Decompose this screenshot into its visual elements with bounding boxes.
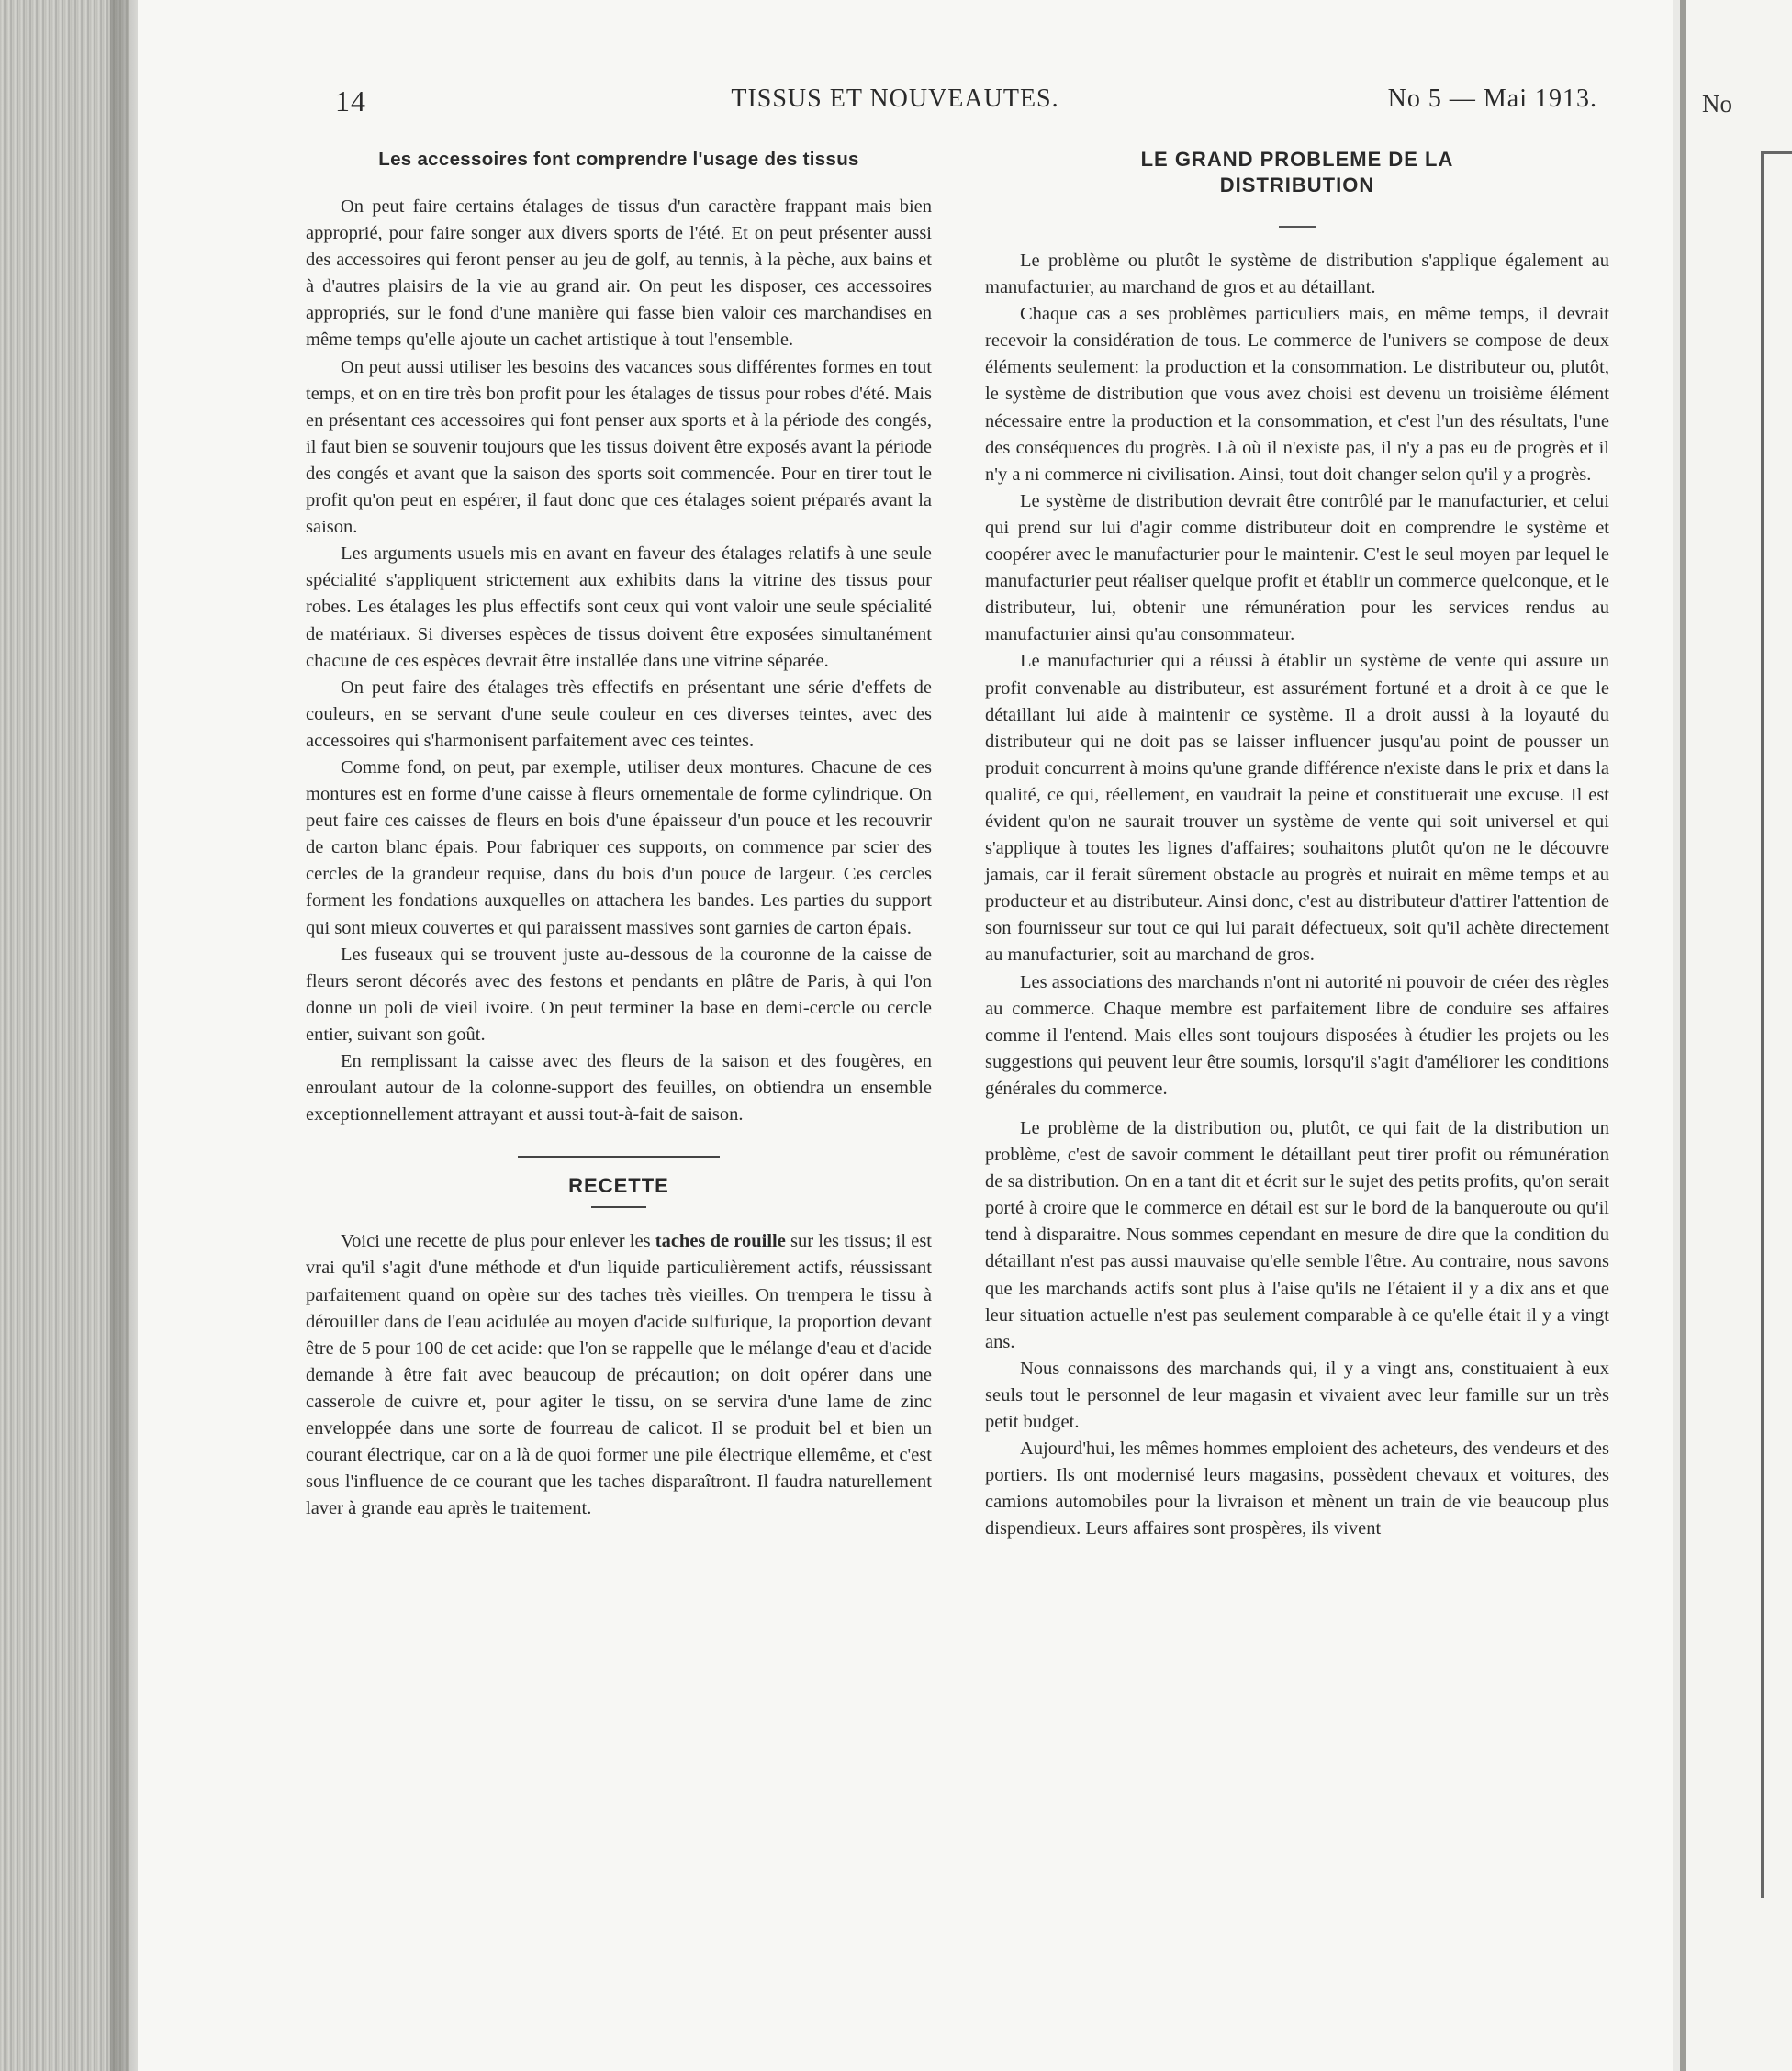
recette-text-rest: sur les tissus; il est vrai qu'il s'agit d'une méthode et d'un liquide particulièrement actifs, réussissant parfaitement quand on opère sur des taches très vieilles. On trempera le tissu à dérouiller dans de l'eau acidulée au moyen d'acide sulfurique, la proportion devant être de 5 pour 100 de cet acide: que l'on se rappelle que le mélange d'eau et d'acide demande à être fait avec beaucoup de précaution; on doit opérer dans une casserole de cuivre et, pour agiter le tissu, on se servira d'une lame de zinc enveloppée dans une sorte de fourreau de calicot. Il se produit bel et bien un courant électrique, car on a là de quoi former une pile électrique ellemême, et c'est sous l'influence de ce courant que les taches disparaîtront. Il faudra naturellement laver à grande eau après le traitement. bbox=[306, 1231, 933, 1519]
paragraph-gap bbox=[985, 1103, 1609, 1115]
article-title-distribution bbox=[985, 147, 1609, 198]
recette-text-start: Voici une recette de plus pour enlever les bbox=[341, 1231, 655, 1252]
paragraph: Le problème de la distribution ou, plutôt, ce qui fait de la distribution un problème, c'est de savoir comment le détaillant peut tirer profit ou rémunération de sa distribution. On en a tant dit et écrit sur le sujet des petits profits, qu'on serait porté à croire que le commerce en détail est sur le bord de la banqueroute ou qu'il tend à disparaitre. Nous sommes cependant en mesure de dire que la condition du détaillant n'est pas aussi mauvaise qu'elle semble l'être. Au contraire, nous savons que les marchands actifs sont plus à l'aise qu'ils ne l'étaient il y a dix ans et que leur situation actuelle n'est pas seulement comparable à ce qu'elle était il y a vingt ans. bbox=[985, 1118, 1609, 1352]
title-underline bbox=[1279, 226, 1316, 228]
paragraph: On peut aussi utiliser les besoins des vacances sous différentes formes en tout temps, et on en tire très bon profit pour les étalages de tissus pour robes d'été. Mais en présentant ces accessoires qui font penser aux sports et à la période des congés, il faut bien se souvenir toujours que les tissus doivent être exposés avant la période des congés et avant que la saison des sports soit commencée. Pour en tirer tout le profit qu'on peut en espérer, il faut donc que ces étalages soient préparés avant la saison. bbox=[306, 356, 932, 538]
page-header bbox=[193, 84, 1597, 130]
adjacent-page-header: No bbox=[1702, 90, 1732, 118]
paragraph: Comme fond, on peut, par exemple, utiliser deux montures. Chacune de ces montures est en forme d'une caisse à fleurs ornementale de forme cylindrique. On peut faire ces caisses de fleurs en bois d'une épaisseur d'un pouce et les recouvrir de carton blanc épais. Pour fabriquer ces supports, on commence par scier des cercles de la grandeur requise, dans du bois d'un pouce de largeur. Ces cercles forment les fondations auxquelles on attachera les bandes. Les parties du support qui sont mieux couvertes et qui paraissent massives sont garnies de carton épais. bbox=[306, 756, 932, 938]
article-title-line: DISTRIBUTION bbox=[1219, 174, 1375, 196]
recette-bold-term: taches de rouille bbox=[655, 1231, 786, 1252]
adjacent-page-frame bbox=[1761, 151, 1792, 1898]
recette-paragraph bbox=[306, 1228, 932, 1522]
journal-title: TISSUS ET NOUVEAUTES. bbox=[731, 84, 1059, 113]
issue-label: No 5 — Mai 1913. bbox=[1387, 84, 1597, 113]
paragraph: On peut faire certains étalages de tissus d'un caractère frappant mais bien approprié, pour faire songer aux divers sports de l'été. Et on peut présenter aussi des accessoires qui feront penser au jeu de golf, au tennis, à la pèche, aux bains et à d'autres plaisirs de la vie au grand air. On peut les disposer, ces accessoires appropriés, sur le fond d'une manière qui fasse bien valoir ces marchandises en même temps qu'elle ajoute un cachet artistique à tout l'ensemble. bbox=[306, 196, 932, 351]
recette-title: RECETTE bbox=[568, 1174, 669, 1198]
article-title-accessoires: Les accessoires font comprendre l'usage des tissus bbox=[378, 149, 859, 170]
page-number: 14 bbox=[335, 84, 366, 118]
section-divider bbox=[518, 1156, 720, 1158]
left-column bbox=[306, 147, 932, 1522]
paragraph: Les fuseaux qui se trouvent juste au-dessous de la couronne de la caisse de fleurs seront décorés avec des festons et pendants en plâtre de Paris, à qui l'on donne un poli de vieil ivoire. On peut terminer la base en demi-cercle ou cercle entier, suivant son goût. bbox=[306, 944, 932, 1045]
right-column bbox=[985, 147, 1609, 1543]
paragraph: Les arguments usuels mis en avant en faveur des étalages relatifs à une seule spécialité s'appliquent strictement aux exhibits dans la vitrine des tissus pour robes. Les étalages les plus effectifs sont ceux qui vont valoir une seule spécialité de matériaux. Si diverses espèces de tissus doivent être exposées simultanément chacune de ces espèces devrait être installée dans une vitrine séparée. bbox=[306, 543, 932, 671]
article-title-line: LE GRAND PROBLEME DE LA bbox=[1140, 148, 1454, 171]
paragraph: Chaque cas a ses problèmes particuliers mais, en même temps, il devrait recevoir la considération de tous. Le commerce de l'univers se compose de deux éléments seulement: la production et la consommation. Le distributeur ou, plutôt, le système de distribution que vous avez choisi est devenu un troisième élément nécessaire entre la production et la consommation, et c'est l'un des résultats, l'une des conséquences du progrès. Là où il n'existe pas, il n'y a pas eu de progrès et il n'y a ni commerce ni civilisation. Ainsi, tout doit changer selon qu'il y a progrès. bbox=[985, 304, 1609, 485]
paragraph: Le manufacturier qui a réussi à établir un système de vente qui assure un profit convenable au distributeur, est assurément fortuné et a droit à ce que le détaillant lui aide à maintenir ce système. Il a droit aussi à la loyauté du distributeur qui ne doit pas se laisser influencer jusqu'au point de pousser un produit concurrent à moins qu'une grande différence n'existe dans le prix et dans la qualité, ce qui, réellement, en vaudrait la peine et constituerait une excuse. Il est évident qu'on ne saurait trouver un système de vente qui soit universel et qui s'applique à toutes les lignes d'affaires; souhaitons plutôt qu'on ne le découvre jamais, car il ferait sûrement obstacle au progrès et nuirait en même temps et au producteur et au distributeur. Ainsi donc, c'est au distributeur d'attirer l'attention de son fournisseur sur tout ce qui lui parait défectueux, soit qu'il achète directement au manufacturier, soit au marchand de gros. bbox=[985, 651, 1609, 966]
adjacent-page-edge bbox=[1680, 0, 1792, 2071]
paragraph: Aujourd'hui, les mêmes hommes emploient des acheteurs, des vendeurs et des portiers. Ils ont modernisé leurs magasins, possèdent chevaux et voitures, des camions automobiles pour la livraison et mènent un train de vie beaucoup plus dispendieux. Leurs affaires sont prospères, ils vivent bbox=[985, 1439, 1609, 1539]
paragraph: On peut faire des étalages très effectifs en présentant une série d'effets de couleurs, en se servant d'une seule couleur en ces diverses teintes, avec des accessoires qui s'harmonisent parfaitement avec ces teintes. bbox=[306, 677, 932, 751]
paragraph: Nous connaissons des marchands qui, il y a vingt ans, constituaient à eux seuls tout le personnel de leur magasin et vivaient avec leur famille sur un très petit budget. bbox=[985, 1358, 1609, 1433]
paragraph: Le problème ou plutôt le système de distribution s'applique également au manufacturier, au marchand de gros et au détaillant. bbox=[985, 251, 1609, 298]
title-underline bbox=[591, 1206, 646, 1208]
paragraph: En remplissant la caisse avec des fleurs de la saison et des fougères, en enroulant autour de la colonne-support des feuilles, on obtiendra un ensemble exceptionnellement attrayant et aussi tout-à-fait de saison. bbox=[306, 1051, 932, 1125]
paragraph: Les associations des marchands n'ont ni autorité ni pouvoir de créer des règles au commerce. Chaque membre est parfaitement libre de conduire ses affaires comme il l'entend. Mais elles sont toujours disposées à étudier les projets ou les suggestions qui peuvent leur être soumis, lorsqu'il s'agit d'améliorer les conditions générales du commerce. bbox=[985, 971, 1609, 1099]
paragraph: Le système de distribution devrait être contrôlé par le manufacturier, et celui qui prend sur lui d'agir comme distributeur doit en comprendre le système et coopérer avec le manufacturier pour le maintenir. C'est le seul moyen par lequel le manufacturier peut réaliser quelque profit et établir un commerce quelconque, et le distributeur, lui, obtenir une rémunération pour les services rendus au manufacturier ainsi qu'au consommateur. bbox=[985, 490, 1609, 645]
book-page-edges bbox=[0, 0, 129, 2071]
